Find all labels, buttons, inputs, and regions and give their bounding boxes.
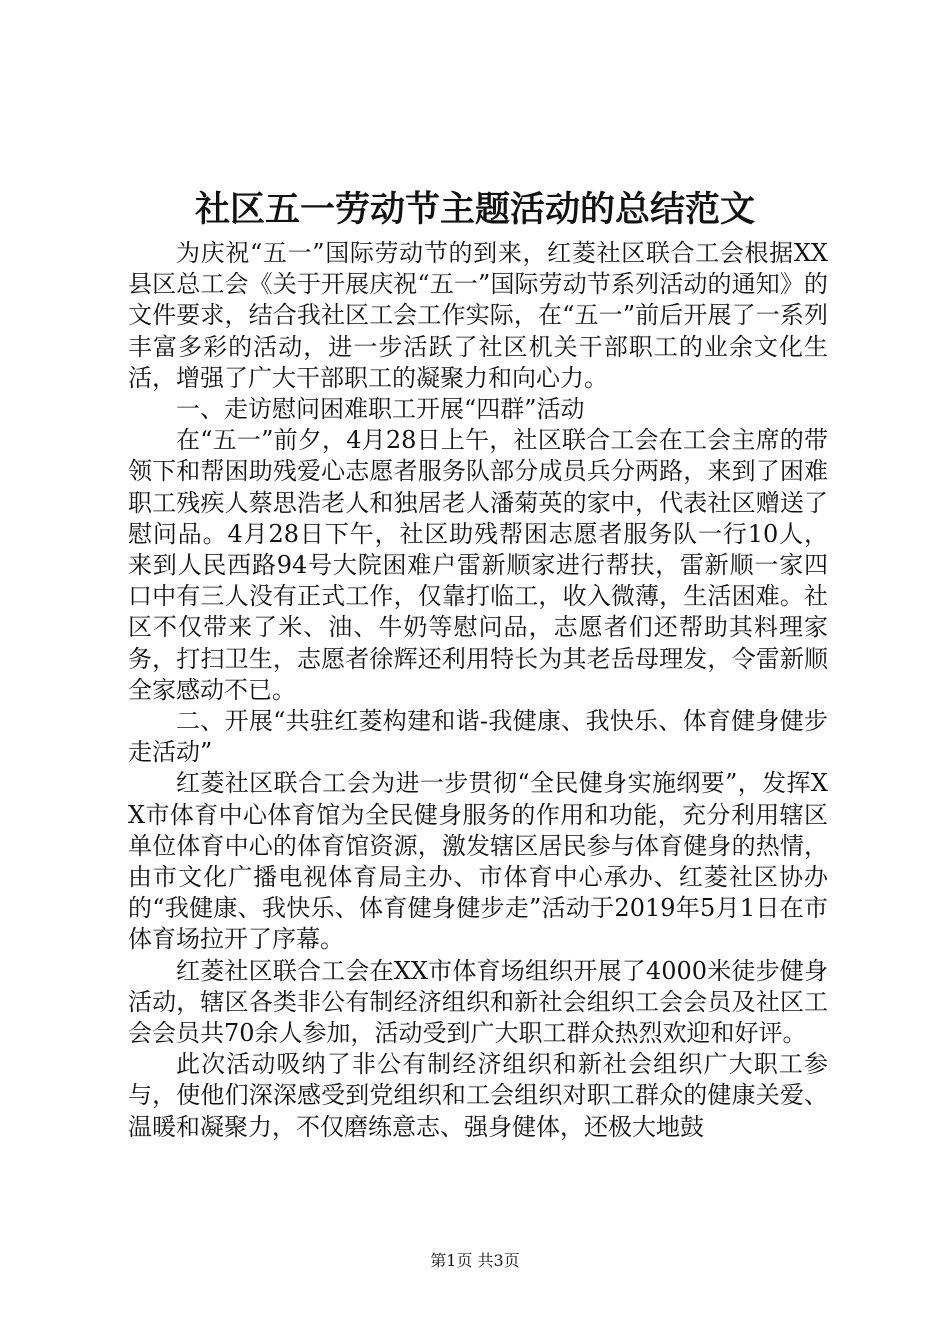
section-heading-1: 一、走访慰问困难职工开展“四群”活动 bbox=[176, 395, 585, 424]
section-heading-2: 二、开展“共驻红菱构建和谐-我健康、我快乐、体育健身健步走活动” bbox=[128, 707, 828, 767]
section-paragraph-3: 红菱社区联合工会在XX市体育场组织开展了4000米徒步健身活动，辖区各类非公有制经济组织和新社会组织工会会员及社区工会会员共70余人参加，活动受到广大职工群众热烈欢迎和好评。 bbox=[128, 956, 828, 1048]
section-paragraph-1: 在“五一”前夕，4月28日上午，社区联合工会在工会主席的带领下和帮困助残爱心志愿者服务队部分成员兵分两路，来到了困难职工残疾人蔡思浩老人和独居老人潘菊英的家中，代表社区赠送了慰问品。4月28日下午，社区助残帮困志愿者服务队一行10人，来到人民西路94号大院困难户雷新顺家进行帮扶，雷新顺一家四口中有三人没有正式工作，仅靠打临工，收入微薄，生活困难。社区不仅带来了米、油、牛奶等慰问品，志愿者们还帮助其料理家务，打扫卫生，志愿者徐辉还利用特长为其老岳母理发，令雷新顺全家感动不已。 bbox=[128, 426, 828, 704]
page-footer: 第1页 共3页 bbox=[430, 1251, 520, 1270]
section-paragraph-4: 此次活动吸纳了非公有制经济组织和新社会组织广大职工参与，使他们深深感受到党组织和工会组织对职工群众的健康关爱、温暖和凝聚力，不仅磨练意志、强身健体，还极大地鼓 bbox=[128, 1050, 828, 1141]
intro-paragraph: 为庆祝“五一”国际劳动节的到来，红菱社区联合工会根据XX县区总工会《关于开展庆祝“五一”国际劳动节系列活动的通知》的文件要求，结合我社区工会工作实际，在“五一”前后开展了一系列丰富多彩的活动，进一步活跃了社区机关干部职工的业余文化生活，增强了广大干部职工的凝聚力和向心力。 bbox=[128, 239, 828, 392]
document-title: 社区五一劳动节主题活动的总结范文 bbox=[194, 189, 755, 230]
document-body bbox=[128, 238, 828, 1143]
section-paragraph-2: 红菱社区联合工会为进一步贯彻“全民健身实施纲要”，发挥XX市体育中心体育馆为全民健身服务的作用和功能，充分利用辖区单位体育中心的体育馆资源，激发辖区居民参与体育健身的热情，由市文化广播电视体育局主办、市体育中心承办、红菱社区协办的“我健康、我快乐、体育健身健步走”活动于2019年5月1日在市体育场拉开了序幕。 bbox=[128, 769, 828, 954]
